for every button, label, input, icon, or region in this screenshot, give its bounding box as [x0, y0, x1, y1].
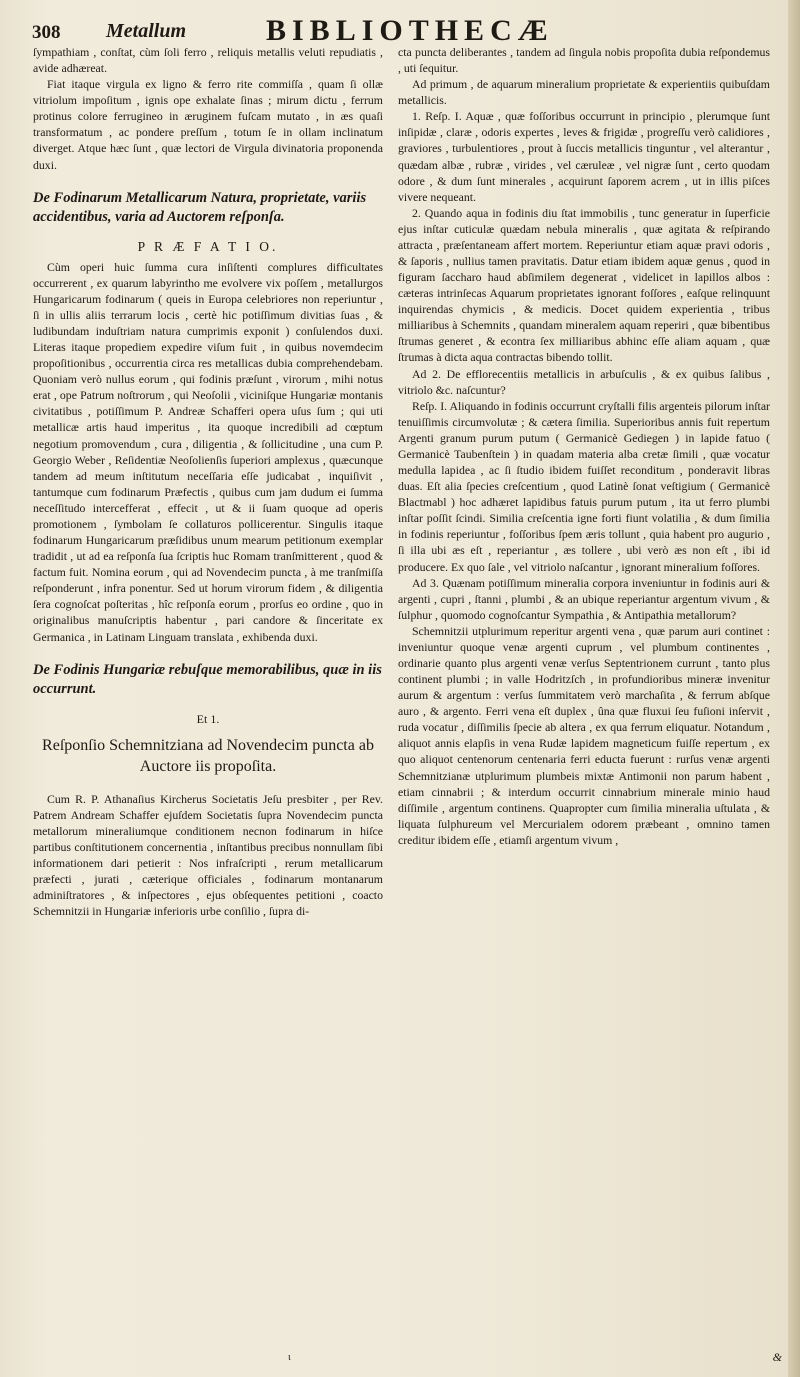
page-title: BIBLIOTHECÆ [266, 14, 554, 47]
section-title: De Fodinis Hungariæ rebuſque memorabilibus, quæ in iis occurrunt. [33, 661, 382, 697]
paragraph: Ad primum , de aquarum mineralium proprietate & experientiis quibuſdam metallicis. [398, 77, 770, 108]
right-column [398, 44, 770, 848]
paragraph: Reſp. I. Aliquando in fodinis occurrunt cryſtalli filis argenteis pilorum inſtar tenuiſſimis circumvolutæ ; & cætera ſimilia. Superioribus annis fuit repertum Argenti granum purum putum ( Germanicè Gediegen ) in lapide fatuo ( Germanicè Taubenſtein ) in quadam materia alba cretæ ſimili , quæ vocatur medulla lapidea , ac ſi ſtudio ibidem fuiſſet reconditum , ponderavit libras duas. Eſt alia ſpecies creſcentium , quod Latinè ſonat veſtigium ( Germanicè Blactmabl ) hoc adhæret lapidibus fatuis purum putum , ita ut ferro plumbi inſtar poſſit ſcindi. Similia creſcentia igne forti fiunt volatilia , & dum ſimilia in fodinis reperiuntur , foſſoribus ſpem æris tollunt , quia habent pro augurio , ſi illa ubi æs eſt , reperiantur , æs tollere , ubi verò æs non eſt , ibi id producere. Ex quo ſale , vel vitriolo naſcantur , ignorant mineralium foſſores. [398, 398, 770, 574]
running-head: Metallum [106, 20, 187, 42]
paragraph: cta puncta deliberantes , tandem ad ſingula nobis propoſita dubia reſpondemus , uti ſequitur. [398, 45, 770, 76]
paragraph: Schemnitzii utplurimum reperitur argenti vena , quæ parum auri continet : inveniuntur quoque venæ argenti cuprum , vel plumbum continentes , ordinarie quanto plus argenti venæ verſus Septentrionem currunt , tanto plus continent plumbi ; in valle Hodritzſch , in profundioribus mineræ invenitur aurum & argentum : verſus ſummitatem verò marchaſita , & ferrum abſque auro , & argento. Ferri vena eſt duplex , ûna quæ fluxui ſeu fuſioni inſervit , ruda vocatur , diſſimilis ſpecie ab altera , ex qua ferrum eliquatur. Notandum , aliquot annis elapſis in vena Rudæ lapidem magneticum fuiſſe repertum , ex quo aliquot centenorum centenaria ferri educta fuerunt : rurſus venæ argenti Schemnitzianæ utplurimum plumbeis mixtæ Antimonii non parum habent , etiam cinnabrii ; & interdum occurrit cinnabrium minerale minio haud diſſimile , argentum continens. Quapropter cum ſimilia mineralia uſtulata , & liquata ſulphureum vel Mercurialem odorem præbeant , omnino tamen creditur ibidem eſſe , etiamſi argentum vivum , [398, 623, 770, 847]
paragraph: 2. Quando aqua in fodinis diu ſtat immobilis , tunc generatur in ſuperficie ejus inſtar cuticulæ quædam nebula mineralis , quæ agitata & reſpirando attracta , præſentaneam affert mortem. Reperiuntur etiam aquæ pravi odoris , & ſaporis , nullius tamen pravitatis. Datur etiam ibidem aquæ genus , quod in figuram ſaccharo haud abſimilem degenerat , videlicet in lapillos albos : cæteras intrinſecas Aquarum proprietates ignorant foſſores , eaſque relinquunt inquirendas chymicis , & medicis. Docet quidem experientia , tribus milliaribus à Schemnits , quandam mineralem aquam reperiri , quæ bibentibus ſtrumas generet , & econtra ſex milliaribus abhinc eſſe aliam aquam , quæ ſtrumas à dicta aqua contractas bibendo tollit. [398, 205, 770, 365]
left-column [33, 44, 383, 919]
paragraph: 1. Reſp. I. Aquæ , quæ foſſoribus occurrunt in principio , plerumque ſunt inſipidæ , claræ , odoris expertes , leves & frigidæ , progreſſu verò calidiores , graviores , turbulentiores , prout à ſuccis metallicis tinguntur , vel alterantur , quædam albæ , rubræ , virides , vel cæruleæ , vel nigræ ſunt , certo quodam odore , & dum ſunt minerales , acquirunt ſaporem acrem , ut in illis piſces vivere nequeant. [398, 109, 770, 204]
paragraph: ſympathiam , conſtat, cùm ſoli ferro , reliquis metallis veluti repudiatis , avide adhæreat. [33, 45, 383, 76]
section-title: De Fodinarum Metallicarum Natura, proprietate, variis accidentibus, varia ad Auctorem reſponſa. [33, 189, 367, 225]
paragraph: Cùm operi huic ſumma cura inſiſtenti complures difficultates occurrerent , ex quarum labyrintho me evolvere vix poſſem , metallurgos Hungaricarum fodinarum ( queis in Europa celebriores non reperiuntur , ſi in ullis aliis terrarum locis , certè hic potiſſimum divitias ſuas , & ludibundam induſtriam natura cumprimis exponit ) conſulendos duxi. Literas itaque propediem expedire viſum fuit , in quibus novemdecim propoſitionibus , occurrentia circa res metallicas dubia comprehendebam. Quoniam verò nullus eorum , qui fodinis præſunt , virorum , mihi notus erat , ope Patrum noſtrorum , qui Neoſolii , viciniſque Hungariæ montanis civitatibus , potiſſimum P. Andreæ Schafferi opera uſus ſum ; qui uti metallicæ artis haud imperitus , ita quoque incredibili ad cœptum negotium promovendum , cura , diligentia , & ſollicitudine , una cum P. Georgio Weber , Reſidentiæ Neoſolienſis ſuperiori amplexus , quæcunque tandem ad meum inſtitutum neceſſaria eſſe judicabat , inquiſivit , tantumque cum fodinarum Præfectis , quibus cum jam dudum ei ſumma neceſſitudo intercefferat , effecit , ut & ii ſuam quoque ad operis promotionem , ſymbolam ſe collaturos pollicerentur. Singulis itaque fodinarum Hungaricarum præſidibus unum mearum petitionum exemplar tradidit , ut ad ea reſponſa ſua ſcriptis huc Romam tranſmitterent , quod & factum fuit. Nomina eorum , qui ad Novendecim puncta , à me tranſmiſſa reſponderunt , infra ponentur. Sed ut horum virorum fidem , & diligentia ſera cognoſcat poſteritas , hîc reſponſa eorum , prorſus eo ordine , quo in originalibus manuſcriptis habentur , pari candore & ſinceritate ex Germanica , in Latinam Linguam translata , exhibenda duxi. [33, 259, 383, 644]
paragraph: Ad 2. De efflorecentiis metallicis in arbuſculis , & ex quibus ſalibus , vitriolo &c. naſcuntur? [398, 366, 770, 397]
page-header [24, 14, 784, 47]
article-number: Et 1. [196, 711, 220, 726]
paragraph: Ad 3. Quænam potiſſimum mineralia corpora inveniuntur in fodinis auri & argenti , cupri , ſtanni , plumbi , & an ubique reperiantur argentum vivum , & ſulphur , quomodo cognoſcantur Sympathia , & Antipathia metallorum? [398, 575, 770, 622]
praefatio-heading: P R Æ F A T I O. [137, 238, 279, 254]
page-number: 308 [32, 22, 61, 43]
paragraph: Cum R. P. Athanaſius Kircherus Societatis Jeſu presbiter , per Rev. Patrem Andream Schaffer ejuſdem Societatis ſupra Novendecim puncta metallorum mineraliumque conditionem necnon fodinarum in hiſce partibus conſtitutionem concernentia , inſtantibus precibus nonnullam ſibi informationem dari petierit : Nos infraſcripti , rerum metallicarum præfecti , jurati , cæterique officiales , fodinarum montanarum adminiſtratores , & inſpectores , ejus obſequentes petitioni , coacto Schemnitzii in Hungariæ inferioris urbe conſilio , ſupra di- [33, 791, 383, 919]
paragraph: Fiat itaque virgula ex ligno & ferro rite commiſſa , quam ſi ollæ vitriolum impoſitum , ignis ope exhalate ſinas ; mirum dictu , ferrum protinus colore ferrugineo in æruginem fuſcam mutato , in æs quaſi transformatum , ac pondere preſſum , totum ſe in ollam inclinatum diverget. Atque hæc ſunt , quæ lectori de Virgula divinatoria proponenda duxi. [33, 77, 383, 172]
response-title: Reſponſio Schemnitziana ad Novendecim puncta ab Auctore iis propoſita. [42, 736, 374, 775]
footer-mark: ι [288, 1352, 291, 1363]
catchword: & [772, 1350, 782, 1364]
page-edge [788, 0, 800, 1377]
